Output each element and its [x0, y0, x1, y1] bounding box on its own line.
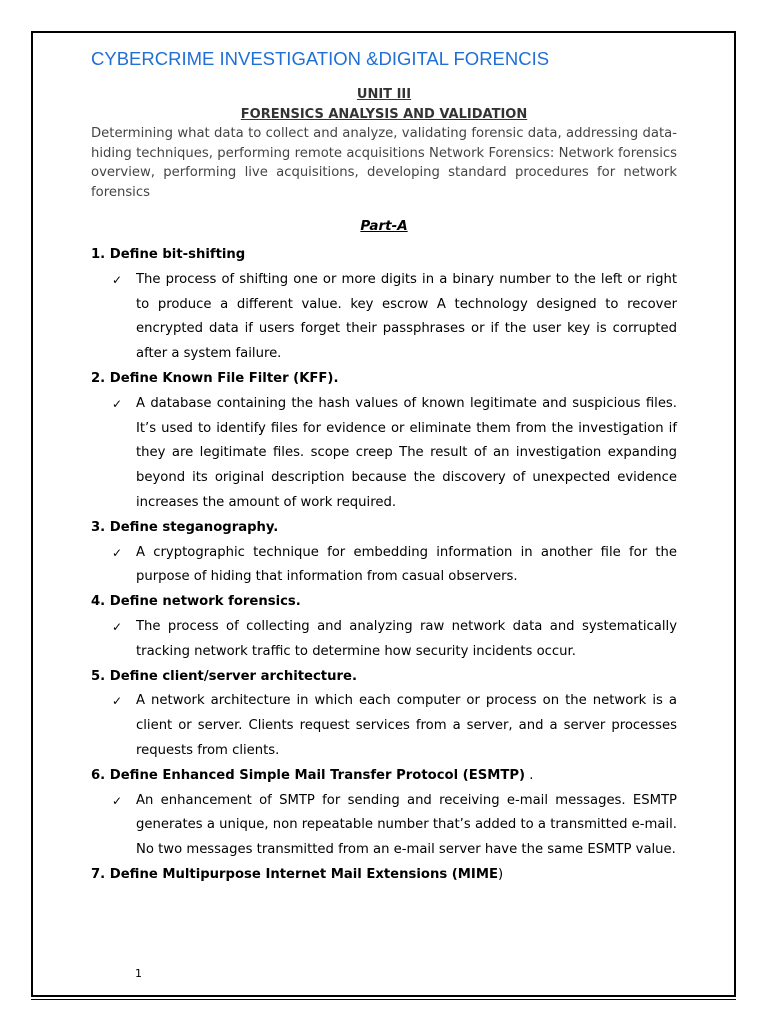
part-heading: Part-A [360, 218, 408, 234]
question-item [91, 590, 677, 664]
checkmark-icon: ✓ [112, 272, 123, 287]
page-number: 1 [135, 967, 142, 980]
checkmark-icon: ✓ [112, 694, 123, 709]
question-heading: 5. Define client/server architecture. [91, 668, 357, 684]
checkmark-icon: ✓ [112, 396, 123, 411]
checkmark-icon: ✓ [112, 793, 123, 808]
question-item [91, 367, 677, 516]
answer-text: ✓ A network architecture in which each computer or process on the network is a client or server. Clients request services from a server, and a server processes requests from clients. [91, 689, 677, 763]
question-heading: 7. Define Multipurpose Internet Mail Extensions (MIME) [91, 866, 504, 882]
syllabus-text: Determining what data to collect and analyze, validating forensic data, addressing data-hiding techniques, performing remote acquisitions Network Forensics: Network forensics overview, performing live acquisitions, developing standard procedures for network forensics [91, 126, 677, 200]
question-item [91, 863, 677, 888]
checkmark-icon: ✓ [112, 545, 123, 560]
unit-title: FORENSICS ANALYSIS AND VALIDATION [240, 107, 528, 122]
document-body [91, 46, 677, 888]
answer-text: ✓ The process of shifting one or more digits in a binary number to the left or right to produce a different value. key escrow A technology designed to recover encrypted data if users forget their passphrases or if the user key is corrupted after a system failure. [91, 268, 677, 367]
question-item [91, 764, 677, 863]
answer-text: ✓ A database containing the hash values of known legitimate and suspicious files. It’s used to identify files for evidence or eliminate them from the investigation if they are legitimate files. scope creep The result of an investigation expanding beyond its original description because the discovery of unexpected evidence increases the amount of work required. [91, 392, 677, 516]
checkmark-icon: ✓ [112, 619, 123, 634]
question-heading: 4. Define network forensics. [91, 594, 301, 610]
question-heading: 6. Define Enhanced Simple Mail Transfer Protocol (ESMTP) . [91, 767, 534, 783]
question-item [91, 665, 677, 764]
question-item [91, 516, 677, 590]
question-heading: 3. Define steganography. [91, 519, 279, 535]
unit-label: UNIT III [356, 87, 412, 102]
question-heading: 2. Define Known File Filter (KFF). [91, 370, 339, 386]
course-title: CYBERCRIME INVESTIGATION &DIGITAL FORENCIS [91, 48, 550, 69]
answer-text: ✓ The process of collecting and analyzing raw network data and systematically tracking network traffic to determine how security incidents occur. [91, 615, 677, 665]
page-bottom-rule [31, 999, 736, 1000]
question-list [91, 243, 677, 888]
answer-text: ✓ A cryptographic technique for embedding information in another file for the purpose of hiding that information from casual observers. [91, 541, 677, 591]
question-heading: 1. Define bit-shifting [91, 247, 246, 262]
question-item [91, 243, 677, 367]
answer-text: ✓ An enhancement of SMTP for sending and receiving e-mail messages. ESMTP generates a unique, non repeatable number that’s added to a transmitted e-mail. No two messages transmitted from an e-mail server have the same ESMTP value. [91, 789, 677, 863]
